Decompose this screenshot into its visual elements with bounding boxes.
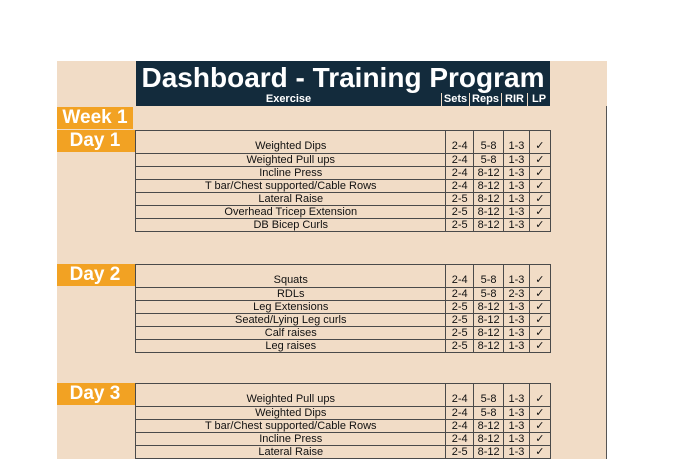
exercise-cell[interactable]: Weighted Pull ups: [136, 154, 446, 167]
table-row: [136, 180, 551, 193]
reps-cell[interactable]: 8-12: [473, 180, 503, 193]
rir-cell[interactable]: 1-3: [504, 193, 529, 206]
exercise-cell[interactable]: Incline Press: [136, 167, 446, 180]
sets-cell[interactable]: 2-5: [446, 340, 473, 353]
lp-check-cell[interactable]: ✓: [529, 314, 550, 327]
sets-cell[interactable]: 2-5: [446, 446, 473, 459]
dashboard-header: [136, 61, 550, 106]
table-row: [136, 327, 551, 340]
reps-cell[interactable]: 8-12: [473, 193, 503, 206]
reps-cell[interactable]: 5-8: [473, 131, 503, 154]
rir-cell[interactable]: 1-3: [504, 407, 529, 420]
exercise-cell[interactable]: RDLs: [136, 288, 446, 301]
day-label-1[interactable]: Day 1: [57, 130, 133, 152]
reps-cell[interactable]: 8-12: [473, 167, 503, 180]
reps-cell[interactable]: 8-12: [473, 206, 503, 219]
table-row: [136, 314, 551, 327]
sets-cell[interactable]: 2-4: [446, 433, 473, 446]
lp-check-cell[interactable]: ✓: [529, 420, 550, 433]
column-header-exercise[interactable]: Exercise: [265, 93, 312, 105]
rir-cell[interactable]: 1-3: [504, 314, 529, 327]
exercise-cell[interactable]: T bar/Chest supported/Cable Rows: [136, 420, 446, 433]
table-row: [136, 446, 551, 459]
rir-cell[interactable]: 1-3: [504, 433, 529, 446]
rir-cell[interactable]: 1-3: [504, 420, 529, 433]
table-row: [136, 206, 551, 219]
day-3-rows: [136, 384, 551, 459]
lp-check-cell[interactable]: ✓: [529, 301, 550, 314]
day-2-rows: [136, 265, 551, 353]
day-label-3[interactable]: Day 3: [57, 383, 133, 405]
lp-check-cell[interactable]: ✓: [529, 433, 550, 446]
exercise-cell[interactable]: Incline Press: [136, 433, 446, 446]
exercise-cell[interactable]: Weighted Dips: [136, 131, 446, 154]
column-header-reps[interactable]: Reps: [472, 93, 499, 105]
table-row: [136, 340, 551, 353]
lp-check-cell[interactable]: ✓: [529, 131, 550, 154]
rir-cell[interactable]: 1-3: [504, 265, 529, 288]
rir-cell[interactable]: 1-3: [504, 446, 529, 459]
rir-cell[interactable]: 1-3: [504, 180, 529, 193]
sets-cell[interactable]: 2-5: [446, 314, 473, 327]
table-row: [136, 131, 551, 154]
exercise-cell[interactable]: Squats: [136, 265, 446, 288]
reps-cell[interactable]: 5-8: [473, 154, 503, 167]
exercise-cell[interactable]: Overhead Tricep Extension: [136, 206, 446, 219]
sets-cell[interactable]: 2-4: [446, 167, 473, 180]
lp-check-cell[interactable]: ✓: [529, 384, 550, 407]
sets-cell[interactable]: 2-4: [446, 180, 473, 193]
reps-cell[interactable]: 8-12: [473, 301, 503, 314]
page-title: Dashboard - Training Program: [141, 62, 545, 93]
table-row: [136, 288, 551, 301]
day-1-rows: [136, 131, 551, 232]
sets-cell[interactable]: 2-4: [446, 154, 473, 167]
sets-cell[interactable]: 2-5: [446, 219, 473, 232]
rir-cell[interactable]: 1-3: [504, 167, 529, 180]
table-row: [136, 407, 551, 420]
exercise-cell[interactable]: Lateral Raise: [136, 193, 446, 206]
rir-cell[interactable]: 1-3: [504, 301, 529, 314]
exercise-cell[interactable]: DB Bicep Curls: [136, 219, 446, 232]
sets-cell[interactable]: 2-5: [446, 193, 473, 206]
exercise-cell[interactable]: Leg raises: [136, 340, 446, 353]
table-row: [136, 420, 551, 433]
reps-cell[interactable]: 5-8: [473, 384, 503, 407]
sets-cell[interactable]: 2-5: [446, 301, 473, 314]
lp-check-cell[interactable]: ✓: [529, 327, 550, 340]
lp-check-cell[interactable]: ✓: [529, 154, 550, 167]
reps-cell[interactable]: 5-8: [473, 288, 503, 301]
exercise-cell[interactable]: Calf raises: [136, 327, 446, 340]
reps-cell[interactable]: 8-12: [473, 314, 503, 327]
lp-check-cell[interactable]: ✓: [529, 180, 550, 193]
rir-cell[interactable]: 2-3: [504, 288, 529, 301]
lp-check-cell[interactable]: ✓: [529, 167, 550, 180]
column-header-rir[interactable]: RIR: [505, 93, 524, 105]
rir-cell[interactable]: 1-3: [504, 327, 529, 340]
week-label[interactable]: Week 1: [57, 107, 133, 129]
column-header-sets[interactable]: Sets: [443, 93, 468, 105]
reps-cell[interactable]: 8-12: [473, 327, 503, 340]
table-row: [136, 433, 551, 446]
table-row: [136, 384, 551, 407]
table-row: [136, 265, 551, 288]
lp-check-cell[interactable]: ✓: [529, 340, 550, 353]
sets-cell[interactable]: 2-5: [446, 327, 473, 340]
lp-check-cell[interactable]: ✓: [529, 193, 550, 206]
rir-cell[interactable]: 1-3: [504, 384, 529, 407]
exercise-cell[interactable]: Weighted Pull ups: [136, 384, 446, 407]
table-row: [136, 193, 551, 206]
reps-cell[interactable]: 8-12: [473, 219, 503, 232]
sets-cell[interactable]: 2-5: [446, 206, 473, 219]
exercise-cell[interactable]: Weighted Dips: [136, 407, 446, 420]
exercise-cell[interactable]: T bar/Chest supported/Cable Rows: [136, 180, 446, 193]
table-row: [136, 167, 551, 180]
rir-cell[interactable]: 1-3: [504, 131, 529, 154]
table-row: [136, 154, 551, 167]
day-2-table: [135, 264, 551, 353]
rir-cell[interactable]: 1-3: [504, 340, 529, 353]
table-row: [136, 219, 551, 232]
reps-cell[interactable]: 8-12: [473, 446, 503, 459]
sets-cell[interactable]: 2-4: [446, 131, 473, 154]
sets-cell[interactable]: 2-4: [446, 265, 473, 288]
lp-check-cell[interactable]: ✓: [529, 446, 550, 459]
reps-cell[interactable]: 8-12: [473, 340, 503, 353]
exercise-cell[interactable]: Lateral Raise: [136, 446, 446, 459]
sheet-border: [606, 106, 607, 459]
lp-check-cell[interactable]: ✓: [529, 288, 550, 301]
lp-check-cell[interactable]: ✓: [529, 219, 550, 232]
table-row: [136, 301, 551, 314]
sets-cell[interactable]: 2-4: [446, 407, 473, 420]
exercise-cell[interactable]: Seated/Lying Leg curls: [136, 314, 446, 327]
day-label-2[interactable]: Day 2: [57, 264, 133, 286]
reps-cell[interactable]: 5-8: [473, 265, 503, 288]
reps-cell[interactable]: 8-12: [473, 433, 503, 446]
column-header-lp[interactable]: LP: [531, 93, 547, 105]
rir-cell[interactable]: 1-3: [504, 206, 529, 219]
lp-check-cell[interactable]: ✓: [529, 265, 550, 288]
day-3-table: [135, 383, 551, 459]
sets-cell[interactable]: 2-4: [446, 384, 473, 407]
reps-cell[interactable]: 5-8: [473, 407, 503, 420]
rir-cell[interactable]: 1-3: [504, 219, 529, 232]
sets-cell[interactable]: 2-4: [446, 288, 473, 301]
day-1-table: [135, 130, 551, 232]
rir-cell[interactable]: 1-3: [504, 154, 529, 167]
reps-cell[interactable]: 8-12: [473, 420, 503, 433]
lp-check-cell[interactable]: ✓: [529, 407, 550, 420]
lp-check-cell[interactable]: ✓: [529, 206, 550, 219]
sets-cell[interactable]: 2-4: [446, 420, 473, 433]
exercise-cell[interactable]: Leg Extensions: [136, 301, 446, 314]
